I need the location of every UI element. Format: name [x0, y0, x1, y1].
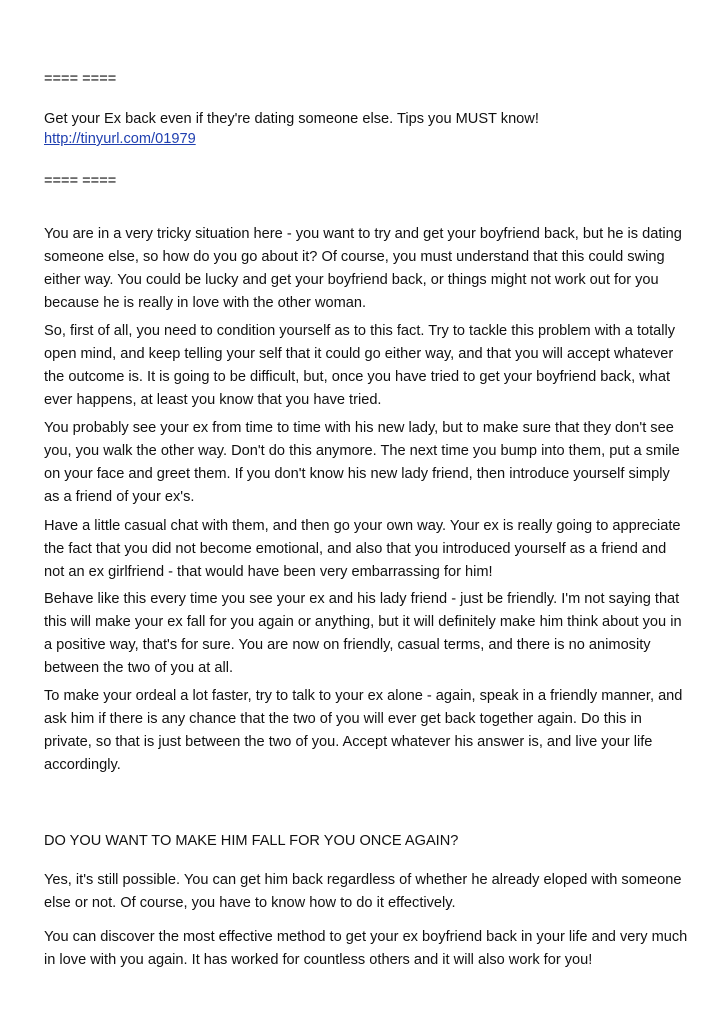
cta-paragraph: You can discover the most effective method to get your ex boyfriend back in your life and very much in love with you again. It has worked for countless others and it will also work for you!	[44, 929, 688, 968]
paragraph: You probably see your ex from time to time with his new lady, but to make sure that they don't see you, you walk the other way. Don't do this anymore. The next time you bump into them, put a smile on your face and greet them. If you don't know his new lady friend, then introduce yourself simply as a friend of your ex's.	[44, 420, 680, 505]
separator-bottom: ==== ====	[44, 173, 117, 189]
paragraph: To make your ordeal a lot faster, try to talk to your ex alone - again, speak in a friendly manner, and ask him if there is any chance that the two of you will ever get back together again. Do this in private, so that is just between the two of you. Accept whatever his answer is, and live your life accordingly.	[44, 688, 683, 773]
cta-paragraph: Yes, it's still possible. You can get him back regardless of whether he already eloped with someone else or not. Of course, you have to know how to do it effectively.	[44, 872, 682, 911]
paragraph: You are in a very tricky situation here - you want to try and get your boyfriend back, but he is dating someone else, so how do you go about it? Of course, you must understand that this could swing either way. You could be lucky and get your boyfriend back, or things might not work out for you because he is really in love with the other woman.	[44, 226, 682, 311]
promo-text: Get your Ex back even if they're dating someone else. Tips you MUST know!	[44, 111, 539, 127]
paragraph: So, first of all, you need to condition yourself as to this fact. Try to tackle this problem with a totally open mind, and keep telling your self that it could go either way, and that you will accept whatever the outcome is. It is going to be difficult, but, once you have tried to get your boyfriend back, what ever happens, at least you know that you have tried.	[44, 323, 676, 408]
separator-top: ==== ====	[44, 71, 117, 87]
promo-link[interactable]: http://tinyurl.com/01979	[44, 131, 196, 147]
paragraph: Have a little casual chat with them, and then go your own way. Your ex is really going to appreciate the fact that you did not become emotional, and also that you introduced yourself as a friend and not an ex girlfriend - that would have been very embarrassing for him!	[44, 518, 681, 580]
cta-heading: DO YOU WANT TO MAKE HIM FALL FOR YOU ONCE AGAIN?	[44, 833, 459, 849]
paragraph: Behave like this every time you see your ex and his lady friend - just be friendly. I'm not saying that this will make your ex fall for you again or anything, but it will definitely make him think about you in a positive way, that's for sure. You are now on friendly, casual terms, and there is no animosity between the two of you at all.	[44, 591, 682, 676]
